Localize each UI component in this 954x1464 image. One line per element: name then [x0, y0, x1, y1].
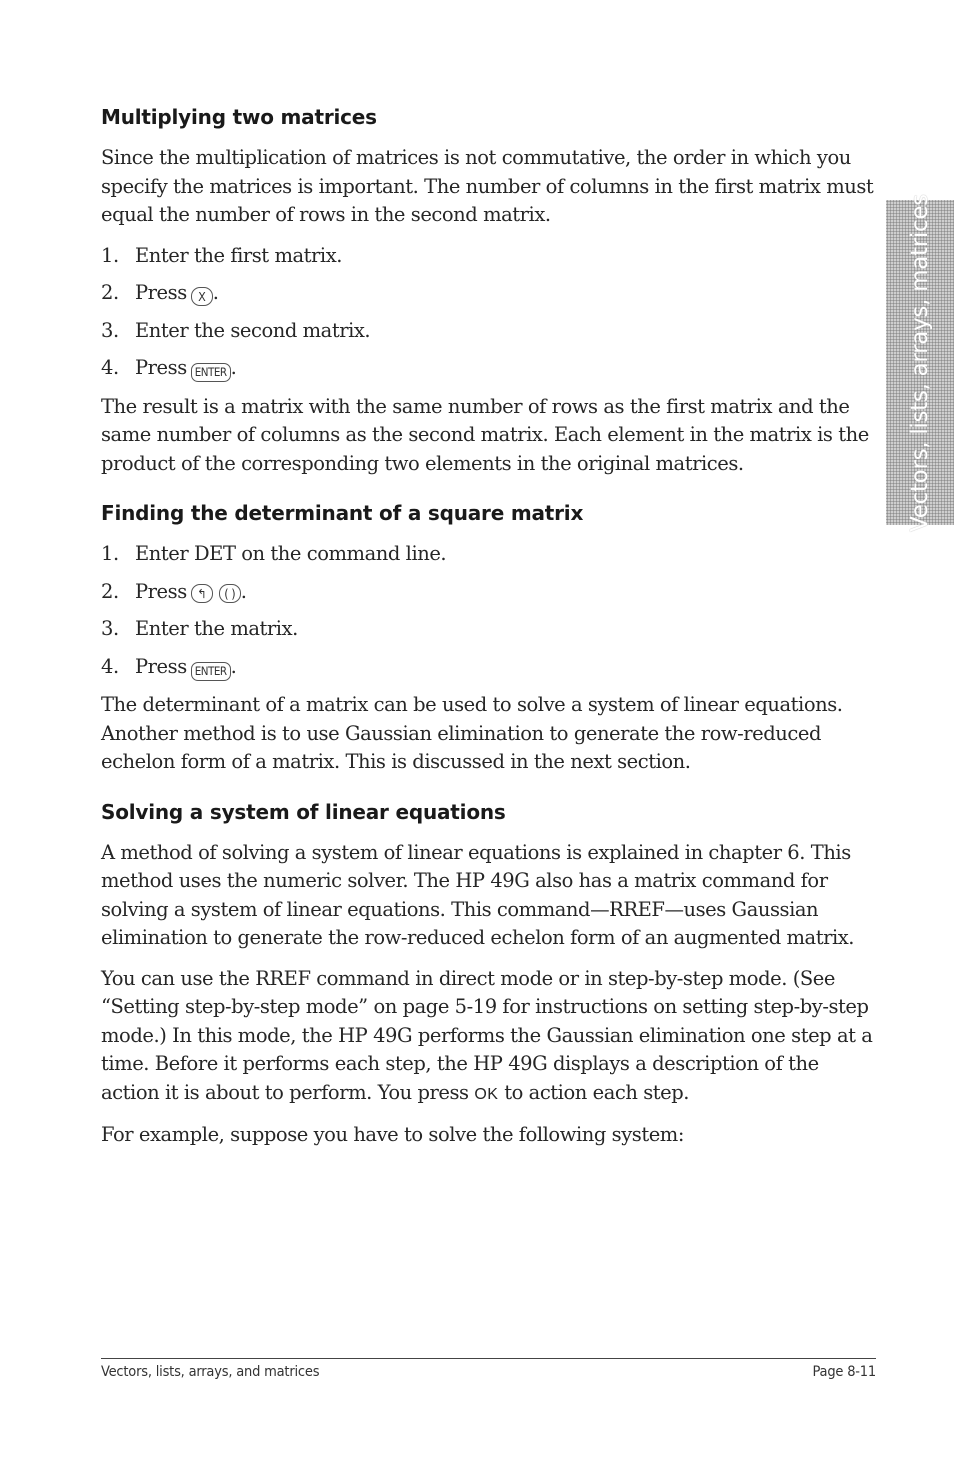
step-number: 4. — [101, 654, 119, 678]
enter-key-icon: ENTER — [191, 662, 231, 681]
paragraph-text: to action each step. — [504, 1080, 690, 1104]
step-text — [135, 578, 247, 607]
paragraph — [101, 965, 876, 1110]
list-item — [101, 242, 876, 271]
step-text: Enter the second matrix. — [135, 318, 371, 342]
step-text-press: Press — [135, 356, 187, 379]
step-text-press: Press — [135, 654, 187, 678]
step-punct: . — [230, 356, 237, 379]
multiply-key-icon: X — [191, 287, 213, 306]
step-number: 1. — [101, 542, 119, 565]
key-sequence — [191, 584, 241, 603]
list-item — [101, 540, 876, 569]
footer-chapter-title: Vectors, lists, arrays, and matrices — [101, 1364, 320, 1380]
step-number: 2. — [101, 579, 119, 603]
section-heading: Solving a system of linear equations — [101, 799, 506, 824]
section-determinant — [101, 500, 876, 777]
section-heading: Finding the determinant of a square matrix — [101, 501, 584, 525]
footer-divider — [101, 1358, 876, 1359]
chapter-side-tab — [886, 193, 954, 532]
step-text-press: Press — [135, 579, 187, 603]
footer-page-number: Page 8-11 — [812, 1364, 876, 1380]
paragraph: For example, suppose you have to solve the following system: — [101, 1123, 684, 1146]
step-punct: . — [212, 281, 219, 304]
list-item — [101, 317, 876, 346]
step-number: 3. — [101, 617, 119, 640]
paragraph: The result is a matrix with the same number of rows as the first matrix and the same number of columns as the second matrix. Each element in the matrix is the product of the corresponding two elements in the original matrices. — [101, 394, 869, 475]
list-item — [101, 279, 876, 308]
step-number: 3. — [101, 318, 119, 342]
left-shift-key-icon: ↰ — [191, 584, 213, 603]
section-heading: Multiplying two matrices — [101, 105, 377, 129]
paragraph: The determinant of a matrix can be used to solve a system of linear equations. Another method is to use Gaussian elimination to generate the row-reduced echelon form of a matrix. This is discussed in the next section. — [101, 693, 843, 773]
paragraph-text: You can use the RREF command in direct mode or in step-by-step mode. (See “Setting step-by-step mode” on page 5-19 for instructions on setting step-by-step mode.) In this mode, the HP 49G performs the Gaussian elimination one step at a time. Before it performs each step, the HP 49G displays a description of the action it is about to perform. You press — [101, 966, 873, 1104]
section-multiplying-matrices — [101, 104, 876, 478]
enter-key-icon: ENTER — [191, 363, 231, 382]
step-list — [101, 540, 876, 681]
step-text: Enter the first matrix. — [135, 243, 342, 267]
step-text — [135, 279, 219, 308]
page-content — [101, 104, 876, 1162]
step-text — [135, 653, 236, 682]
list-item — [101, 354, 876, 383]
ok-softkey-label: OK — [474, 1085, 499, 1103]
side-tab-label: Vectors, lists, arrays, matrices — [907, 193, 933, 532]
paragraph: A method of solving a system of linear equations is explained in chapter 6. This method uses the numeric solver. The HP 49G also has a matrix command for solving a system of linear equations. This command—RREF—uses Gaussian elimination to generate the row-reduced echelon form of an augmented matrix. — [101, 840, 855, 949]
step-punct: . — [230, 654, 237, 678]
step-text: Enter DET on the command line. — [135, 542, 447, 565]
step-number: 4. — [101, 356, 119, 379]
step-text-press: Press — [135, 281, 187, 304]
list-item — [101, 578, 876, 607]
parentheses-key-icon: ( ) — [219, 584, 241, 603]
step-number: 1. — [101, 243, 119, 267]
list-item — [101, 615, 876, 644]
step-text — [135, 354, 236, 383]
section-linear-equations — [101, 799, 876, 1150]
step-number: 2. — [101, 281, 119, 304]
list-item — [101, 653, 876, 682]
paragraph: Since the multiplication of matrices is not commutative, the order in which you specify the matrices is important. The number of columns in the first matrix must equal the number of rows in the second matrix. — [101, 146, 874, 226]
step-punct: . — [240, 579, 247, 603]
step-text: Enter the matrix. — [135, 617, 298, 640]
step-list — [101, 242, 876, 383]
